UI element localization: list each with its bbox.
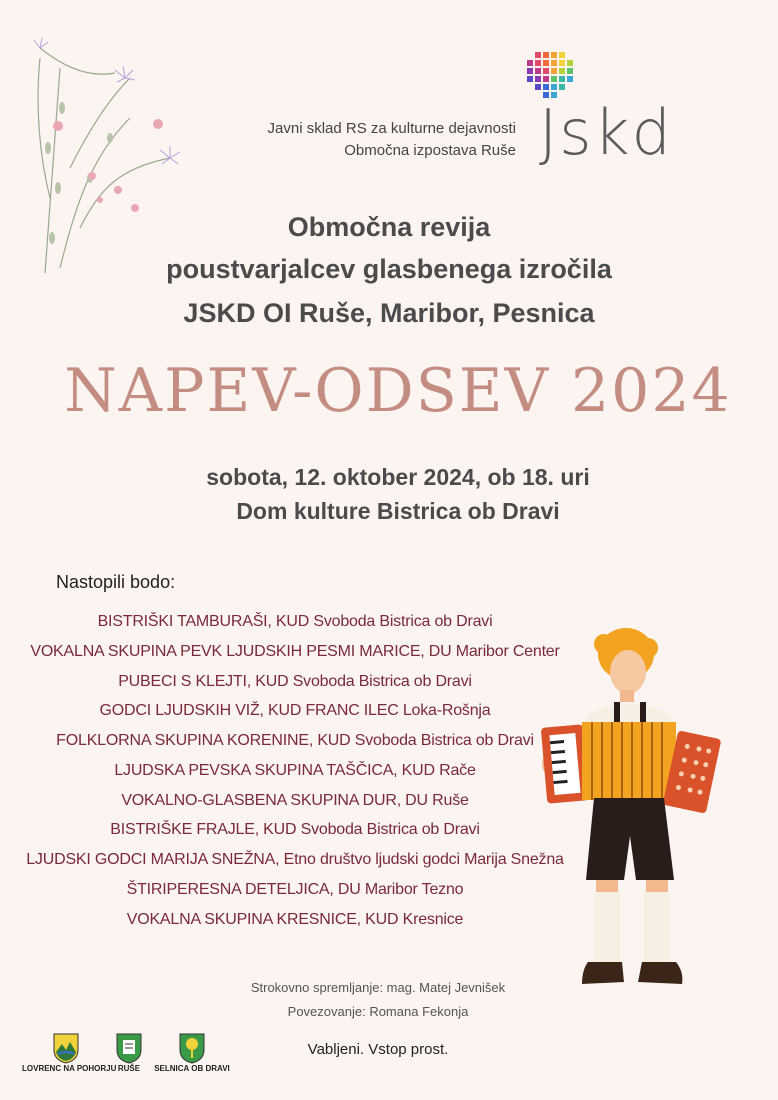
performer-item: GODCI LJUDSKIH VIŽ, KUD FRANC ILEC Loka-Rošnja xyxy=(99,702,491,719)
selnica-crest-icon xyxy=(178,1032,206,1064)
ruse-crest-icon xyxy=(115,1032,143,1064)
municipality-selnica xyxy=(152,1032,232,1073)
municipality-ruse xyxy=(106,1032,152,1073)
performer-item: ŠTIRIPERESNA DETELJICA, DU Maribor Tezno xyxy=(126,881,464,898)
performer-item: BISTRIŠKE FRAJLE, KUD Svoboda Bistrica ob Dravi xyxy=(110,821,480,838)
performer-item: LJUDSKI GODCI MARIJA SNEŽNA, Etno društvo ljudski godci Marija Snežna xyxy=(26,851,564,868)
headline-line-3: JSKD OI Ruše, Maribor, Pesnica xyxy=(183,298,595,328)
performer-item: LJUDSKA PEVSKA SKUPINA TAŠČICA, KUD Rače xyxy=(114,762,476,779)
municipality-label: RUŠE xyxy=(117,1064,141,1073)
municipality-label: SELNICA OB DRAVI xyxy=(154,1064,230,1073)
event-title: NAPEV-ODSEV 2024 xyxy=(64,356,732,426)
org-branch: Območna izpostava Ruše xyxy=(344,142,516,159)
performer-item: PUBECI S KLEJTI, KUD Svoboda Bistrica ob Dravi xyxy=(118,673,472,690)
accordion-player-illustration xyxy=(538,622,722,992)
event-venue: Dom kulture Bistrica ob Dravi xyxy=(236,498,560,524)
headline-line-1: Območna revija xyxy=(287,212,491,242)
performer-item: VOKALNO-GLASBENA SKUPINA DUR, DU Ruše xyxy=(121,792,469,809)
org-name: Javni sklad RS za kulturne dejavnosti xyxy=(267,120,516,137)
municipality-lovrenc xyxy=(22,1032,117,1073)
performer-item: FOLKLORNA SKUPINA KORENINE, KUD Svoboda Bistrica ob Dravi xyxy=(56,732,534,749)
municipality-label: LOVRENC NA POHORJU xyxy=(22,1064,117,1073)
headline-line-2: poustvarjalcev glasbenega izročila xyxy=(166,254,612,284)
performers-heading: Nastopili bodo: xyxy=(56,572,176,592)
host-credit: Povezovanje: Romana Fekonja xyxy=(287,1004,469,1019)
event-date: sobota, 12. oktober 2024, ob 18. uri xyxy=(206,464,590,490)
performer-item: BISTRIŠKI TAMBURAŠI, KUD Svoboda Bistrica ob Dravi xyxy=(97,613,493,630)
performer-item: VOKALNA SKUPINA PEVK LJUDSKIH PESMI MARICE, DU Maribor Center xyxy=(30,643,560,660)
lovrenc-crest-icon xyxy=(52,1032,80,1064)
performer-item: VOKALNA SKUPINA KRESNICE, KUD Kresnice xyxy=(126,911,464,928)
invitation-text: Vabljeni. Vstop prost. xyxy=(307,1041,449,1058)
organization-header xyxy=(268,118,516,162)
jskd-logo-text: Jskd xyxy=(539,96,673,169)
expert-credit: Strokovno spremljanje: mag. Matej Jevnišek xyxy=(250,980,506,995)
